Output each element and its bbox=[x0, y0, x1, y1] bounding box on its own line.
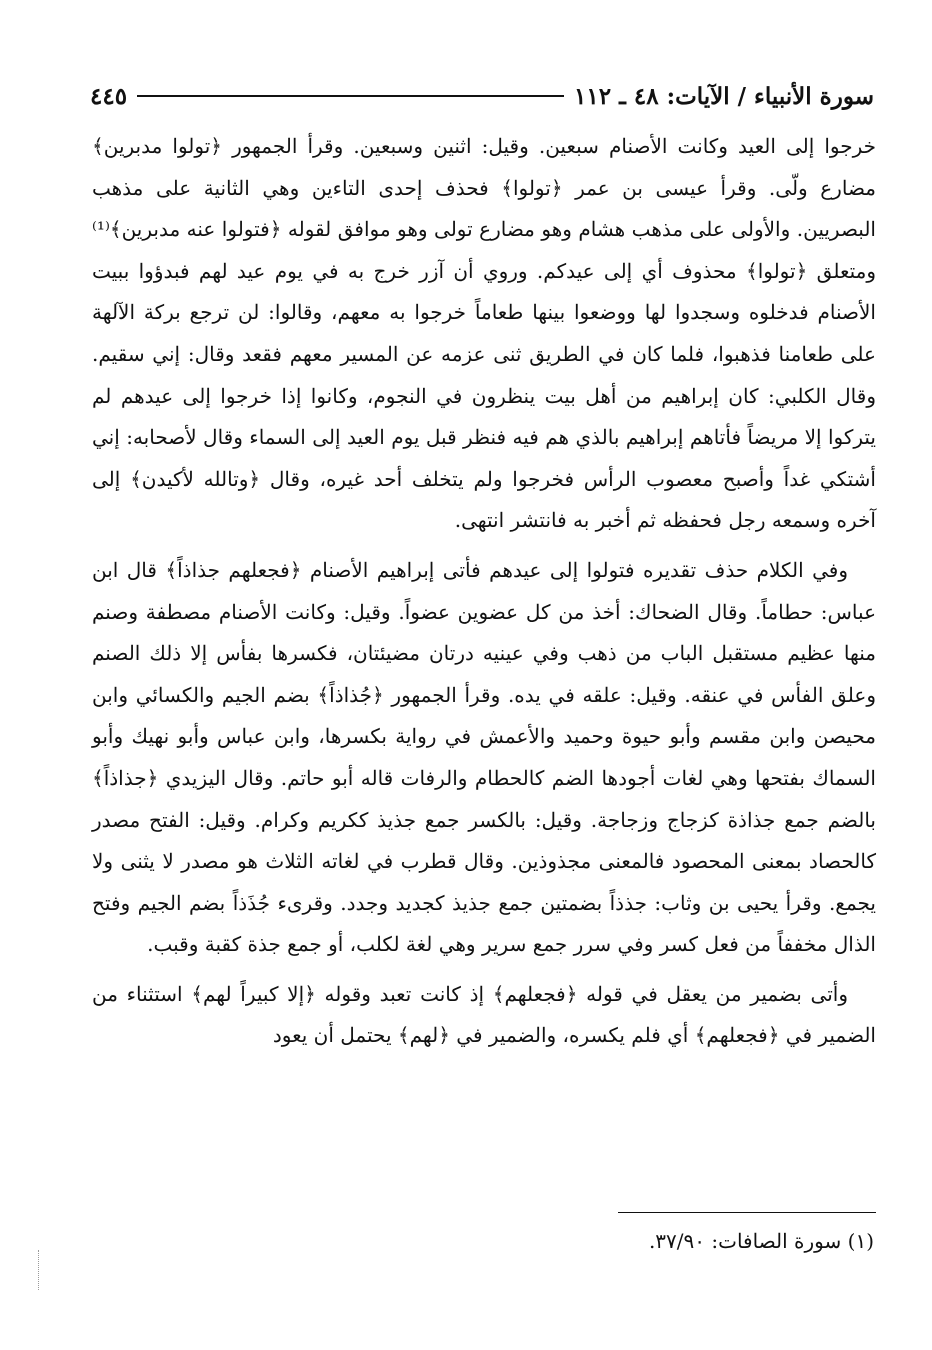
footnote: (١) سورة الصافات: ٣٧/٩٠. bbox=[648, 1229, 874, 1253]
scan-margin-marks bbox=[38, 1250, 42, 1290]
header-rule bbox=[137, 95, 564, 97]
paragraph-1: خرجوا إلى العيد وكانت الأصنام سبعين. وقيل: اثنين وسبعين. وقرأ الجمهور ﴿تولوا مدبرين﴾ مضارع ولّى. وقرأ عيسى بن عمر ﴿تولوا﴾ فحذف إحدى التاءين وهي الثانية على مذهب البصريين. والأولى على مذهب هشام وهو مضارع تولى وهو موافق لقوله ﴿فتولوا عنه مدبرين﴾⁽¹⁾ ومتعلق ﴿تولوا﴾ محذوف أي إلى عيدكم. وروي أن آزر خرج به في يوم عيد لهم فبدؤوا ببيت الأصنام فدخلوه وسجدوا لها ووضعوا بينها طعاماً خرجوا به معهم، وقالوا: لن ترجع بركة الآلهة على طعامنا فذهبوا، فلما كان في الطريق ثنى عزمه عن المسير معهم فقعد وقال: إني سقيم. وقال الكلبي: كان إبراهيم من أهل بيت ينظرون في النجوم، وكانوا إذا خرجوا إلى عيدهم لم يتركوا إلا مريضاً فأتاهم إبراهيم بالذي هم فيه فنظر قبل يوم العيد إلى السماء وقال لأصحابه: إني أشتكي غداً وأصبح معصوب الرأس فخرجوا ولم يتخلف أحد غيره، وقال ﴿وتالله لأكيدن﴾ إلى آخره وسمعه رجل فحفظه ثم أخبر به فانتشر انتهى. bbox=[92, 134, 876, 533]
body-text bbox=[92, 126, 876, 1057]
paragraph-2: وفي الكلام حذف تقديره فتولوا إلى عيدهم فأتى إبراهيم الأصنام ﴿فجعلهم جذاذاً﴾ قال ابن عباس: حطاماً. وقال الضحاك: أخذ من كل عضوين عضواً. وقيل: وكانت الأصنام مصطفة وصنم منها عظيم مستقبل الباب من ذهب وفي عينيه درتان مضيئتان، فكسرها بفأس إلا ذلك الصنم وعلق الفأس في عنقه. وقيل: علقه في يده. وقرأ الجمهور ﴿جُذاذاً﴾ بضم الجيم والكسائي وابن محيصن وابن مقسم وأبو حيوة وحميد والأعمش في رواية بكسرها، وابن عباس وأبو نهيك وأبو السماك بفتحها وهي لغات أجودها الضم كالحطام والرفات قاله أبو حاتم. وقال اليزيدي ﴿جذاذاً﴾ بالضم جمع جذاذة كزجاج وزجاجة. وقيل: بالكسر جمع جذيذ ككريم وكرام. وقيل: الفتح مصدر كالحصاد بمعنى المحصود فالمعنى مجذوذين. وقال قطرب في لغاته الثلاث هو مصدر لا يثنى ولا يجمع. وقرأ يحيى بن وثاب: جذذاً بضمتين جمع جذيذ كجديد وجدد. وقرىء جُذَذاً بضم الجيم وفتح الذال مخففاً من فعل كسر وفي سرر جمع سرير وهي لغة لكلب، أو جمع جذة كقبة وقبب. bbox=[92, 557, 876, 957]
page-number: ٤٤٥ bbox=[90, 82, 128, 110]
surah-title: سورة الأنبياء / الآيات: ٤٨ ـ ١١٢ bbox=[574, 82, 874, 110]
paragraph-3: وأتى بضمير من يعقل في قوله ﴿فجعلهم﴾ إذ كانت تعبد وقوله ﴿إلا كبيراً لهم﴾ استثناء من الضمير في ﴿فجعلهم﴾ أي فلم يكسره، والضمير في ﴿لهم﴾ يحتمل أن يعود bbox=[92, 981, 876, 1048]
page-header bbox=[90, 76, 874, 116]
footnote-rule bbox=[618, 1212, 876, 1213]
